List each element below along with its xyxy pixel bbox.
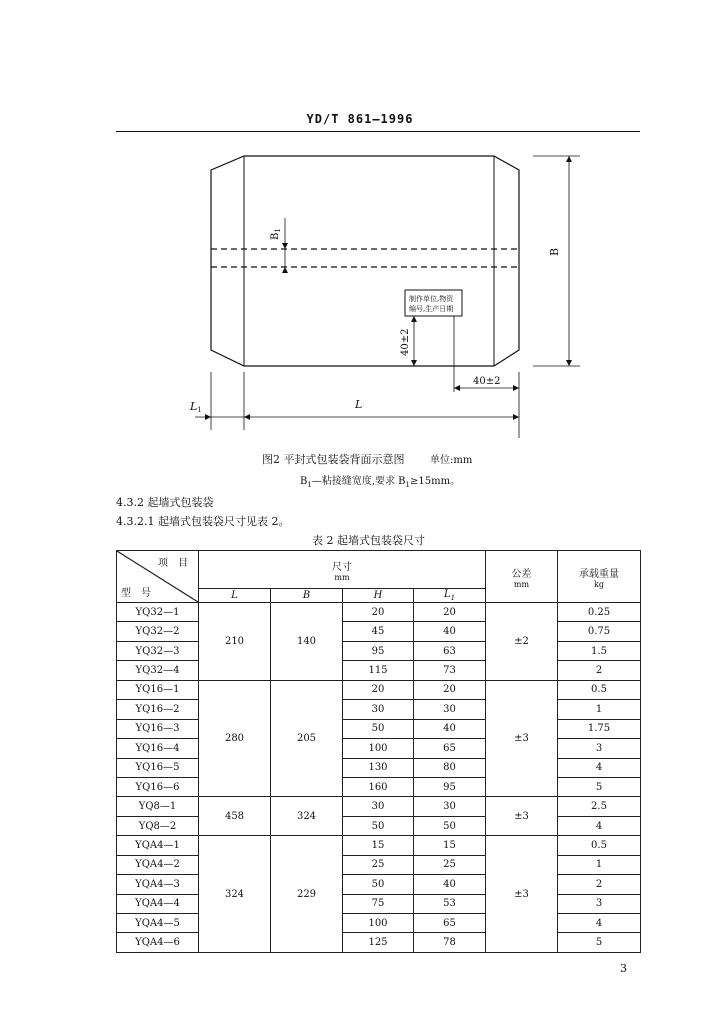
weight-cell: 5 xyxy=(558,933,641,953)
model-cell: YQ16—5 xyxy=(117,758,199,777)
corner-item-label: 项 目 xyxy=(158,558,188,569)
dim-40-horizontal: 40±2 xyxy=(473,376,501,387)
table-row xyxy=(117,933,641,953)
section-4-3-2-1: 4.3.2.1 起墙式包装袋尺寸见表 2。 xyxy=(116,515,290,528)
weight-cell: 0.25 xyxy=(558,603,641,622)
weight-cell: 0.5 xyxy=(558,836,641,855)
height-cell: 30 xyxy=(343,797,414,816)
model-cell: YQA4—4 xyxy=(117,894,199,913)
table-row xyxy=(117,758,641,777)
weight-cell: 1.5 xyxy=(558,641,641,660)
table-row xyxy=(117,797,641,816)
weight-cell: 0.5 xyxy=(558,680,641,699)
height-cell: 50 xyxy=(343,875,414,894)
tolerance-cell: ±3 xyxy=(486,836,558,953)
dim-40-vertical: 40±2 xyxy=(400,328,411,356)
model-cell: YQA4—1 xyxy=(117,836,199,855)
length-cell: 280 xyxy=(199,680,271,797)
height-cell: 50 xyxy=(343,719,414,738)
corner-model-label: 型 号 xyxy=(121,588,151,599)
model-cell: YQ16—3 xyxy=(117,719,199,738)
height-cell: 75 xyxy=(343,894,414,913)
model-cell: YQA4—3 xyxy=(117,875,199,894)
height-cell: 30 xyxy=(343,700,414,719)
weight-cell: 1 xyxy=(558,700,641,719)
width-cell: 324 xyxy=(271,797,343,836)
header-corner xyxy=(117,551,199,603)
gusset-cell: 73 xyxy=(414,661,486,680)
col-L: L xyxy=(199,589,271,603)
weight-cell: 2 xyxy=(558,661,641,680)
height-cell: 95 xyxy=(343,641,414,660)
weight-cell: 2.5 xyxy=(558,797,641,816)
tolerance-cell: ±3 xyxy=(486,680,558,797)
table-caption: 表 2 起墙式包装袋尺寸 xyxy=(312,534,425,547)
weight-cell: 4 xyxy=(558,758,641,777)
table-row xyxy=(117,641,641,660)
table-row xyxy=(117,777,641,796)
table-row xyxy=(117,836,641,855)
height-cell: 20 xyxy=(343,680,414,699)
gusset-cell: 25 xyxy=(414,855,486,874)
weight-cell: 2 xyxy=(558,875,641,894)
gusset-cell: 40 xyxy=(414,719,486,738)
weight-header: 承载重量 kg xyxy=(558,551,641,603)
model-cell: YQ16—6 xyxy=(117,777,199,796)
bag-back-diagram xyxy=(0,0,720,470)
height-cell: 115 xyxy=(343,661,414,680)
standard-code-header: YD/T 861—1996 xyxy=(306,112,414,126)
l1-label: L1 xyxy=(190,400,202,414)
gusset-cell: 40 xyxy=(414,622,486,641)
table-row xyxy=(117,719,641,738)
height-cell: 45 xyxy=(343,622,414,641)
info-box-line2: 编号,生产日期 xyxy=(409,305,454,313)
weight-cell: 4 xyxy=(558,816,641,835)
gusset-cell: 65 xyxy=(414,739,486,758)
width-cell: 205 xyxy=(271,680,343,797)
weight-cell: 3 xyxy=(558,739,641,758)
height-cell: 100 xyxy=(343,739,414,758)
model-cell: YQ16—1 xyxy=(117,680,199,699)
gusset-cell: 40 xyxy=(414,875,486,894)
gusset-cell: 30 xyxy=(414,797,486,816)
table-row xyxy=(117,680,641,699)
model-cell: YQ32—4 xyxy=(117,661,199,680)
table-row xyxy=(117,855,641,874)
table-row xyxy=(117,914,641,933)
gusset-cell: 15 xyxy=(414,836,486,855)
table-row xyxy=(117,894,641,913)
gusset-cell: 63 xyxy=(414,641,486,660)
b1-label: $B_1$ xyxy=(270,228,282,240)
gusset-cell: 20 xyxy=(414,603,486,622)
model-cell: YQA4—6 xyxy=(117,933,199,953)
bag-outline xyxy=(211,156,519,366)
model-cell: YQ16—4 xyxy=(117,739,199,758)
height-cell: 100 xyxy=(343,914,414,933)
tolerance-cell: ±2 xyxy=(486,603,558,681)
gusset-cell: 95 xyxy=(414,777,486,796)
model-cell: YQ8—2 xyxy=(117,816,199,835)
tolerance-header: 公差 mm xyxy=(486,551,558,603)
b-label: B xyxy=(548,247,561,256)
model-cell: YQ32—2 xyxy=(117,622,199,641)
height-cell: 125 xyxy=(343,933,414,953)
weight-cell: 4 xyxy=(558,914,641,933)
weight-cell: 1.75 xyxy=(558,719,641,738)
col-B: B xyxy=(271,589,343,603)
model-cell: YQA4—5 xyxy=(117,914,199,933)
height-cell: 15 xyxy=(343,836,414,855)
table-row xyxy=(117,603,641,622)
model-cell: YQ32—3 xyxy=(117,641,199,660)
tolerance-cell: ±3 xyxy=(486,797,558,836)
weight-cell: 1 xyxy=(558,855,641,874)
height-cell: 130 xyxy=(343,758,414,777)
info-box-line1: 制作单位,物资 xyxy=(409,295,454,303)
model-cell: YQ8—1 xyxy=(117,797,199,816)
bag-dimensions-table xyxy=(116,550,641,953)
figure-caption-text: 图2 平封式包装袋背面示意图 xyxy=(262,453,405,466)
dimension-header: 尺寸 mm xyxy=(199,551,486,589)
height-cell: 160 xyxy=(343,777,414,796)
page-number: 3 xyxy=(620,962,627,975)
col-L1: $L_1$ xyxy=(414,589,486,603)
model-cell: YQ16—2 xyxy=(117,700,199,719)
gusset-cell: 30 xyxy=(414,700,486,719)
gusset-cell: 80 xyxy=(414,758,486,777)
gusset-cell: 20 xyxy=(414,680,486,699)
table-row xyxy=(117,700,641,719)
gusset-cell: 65 xyxy=(414,914,486,933)
gusset-cell: 53 xyxy=(414,894,486,913)
width-cell: 140 xyxy=(271,603,343,681)
col-H: H xyxy=(343,589,414,603)
section-4-3-2: 4.3.2 起墙式包装袋 xyxy=(116,496,214,509)
length-cell: 210 xyxy=(199,603,271,681)
table-row xyxy=(117,661,641,680)
model-cell: YQ32—1 xyxy=(117,603,199,622)
figure-unit: 单位:mm xyxy=(430,455,473,466)
weight-cell: 3 xyxy=(558,894,641,913)
gusset-cell: 50 xyxy=(414,816,486,835)
weight-cell: 0.75 xyxy=(558,622,641,641)
gusset-cell: 78 xyxy=(414,933,486,953)
height-cell: 25 xyxy=(343,855,414,874)
weight-cell: 5 xyxy=(558,777,641,796)
table-row xyxy=(117,875,641,894)
height-cell: 50 xyxy=(343,816,414,835)
length-cell: 324 xyxy=(199,836,271,953)
height-cell: 20 xyxy=(343,603,414,622)
width-cell: 229 xyxy=(271,836,343,953)
figure-caption xyxy=(262,451,472,467)
l-label: L xyxy=(355,398,363,411)
model-cell: YQA4—2 xyxy=(117,855,199,874)
figure-note: $B_1—$粘接缝宽度,要求 $B_1\ge 15mm$。 xyxy=(300,476,461,489)
table-row xyxy=(117,816,641,835)
table-row xyxy=(117,622,641,641)
length-cell: 458 xyxy=(199,797,271,836)
table-row xyxy=(117,739,641,758)
